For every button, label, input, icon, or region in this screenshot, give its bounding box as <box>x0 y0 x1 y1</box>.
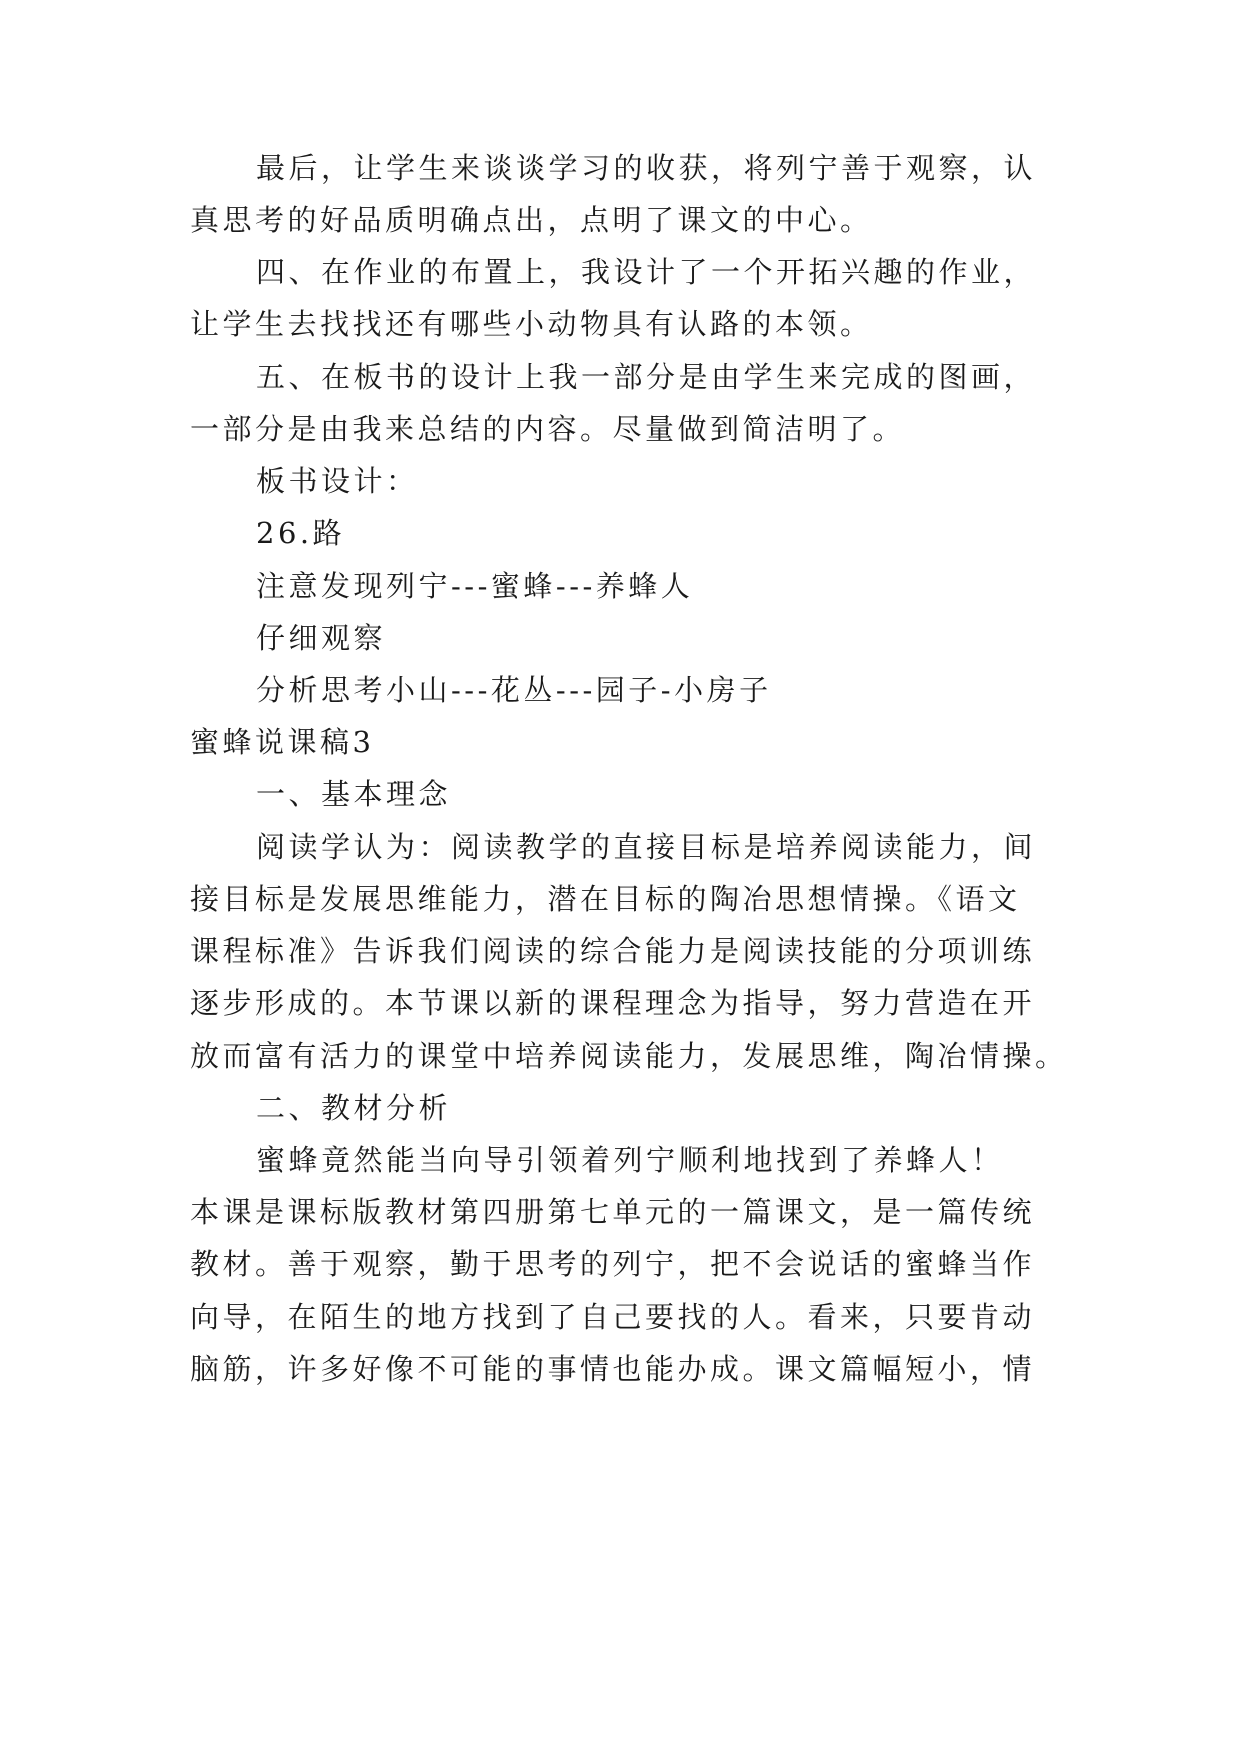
text-line: 蜜蜂竟然能当向导引领着列宁顺利地找到了养蜂人！ <box>256 1143 1004 1177</box>
text-line: 让学生去找找还有哪些小动物具有认路的本领。 <box>190 307 873 341</box>
text-line: 真思考的好品质明确点出，点明了课文的中心。 <box>190 203 873 237</box>
text-line: 分析思考小山---花丛---园子-小房子 <box>256 673 772 707</box>
text-line: 阅读学认为：阅读教学的直接目标是培养阅读能力，间 <box>256 830 1037 864</box>
text-line: 接目标是发展思维能力，潜在目标的陶冶思想情操。《语文 <box>190 882 1021 916</box>
text-line: 一部分是由我来总结的内容。尽量做到简洁明了。 <box>190 412 906 446</box>
text-line: 课程标准》告诉我们阅读的综合能力是阅读技能的分项训练 <box>190 934 1036 968</box>
text-line: 二、教材分析 <box>256 1091 452 1125</box>
text-line: 仔细观察 <box>256 621 387 655</box>
text-line: 本课是课标版教材第四册第七单元的一篇课文，是一篇传统 <box>190 1195 1036 1229</box>
text-line: 脑筋，许多好像不可能的事情也能办成。课文篇幅短小，情 <box>190 1352 1036 1386</box>
text-line: 一、基本理念 <box>256 777 452 811</box>
text-line: 四、在作业的布置上，我设计了一个开拓兴趣的作业， <box>256 255 1037 289</box>
section-heading: 蜜蜂说课稿3 <box>190 725 375 759</box>
text-line: 最后，让学生来谈谈学习的收获，将列宁善于观察，认 <box>256 151 1037 185</box>
text-line: 26.路 <box>256 516 346 550</box>
text-line: 板书设计： <box>256 464 419 498</box>
text-line: 逐步形成的。本节课以新的课程理念为指导，努力营造在开 <box>190 986 1036 1020</box>
text-line: 向导，在陌生的地方找到了自己要找的人。看来，只要肯动 <box>190 1300 1036 1334</box>
text-line: 放而富有活力的课堂中培养阅读能力，发展思维，陶冶情操。 <box>190 1039 1068 1073</box>
text-line: 注意发现列宁---蜜蜂---养蜂人 <box>256 569 694 603</box>
text-line: 教材。善于观察，勤于思考的列宁，把不会说话的蜜蜂当作 <box>190 1247 1036 1281</box>
text-line: 五、在板书的设计上我一部分是由学生来完成的图画， <box>256 360 1037 394</box>
